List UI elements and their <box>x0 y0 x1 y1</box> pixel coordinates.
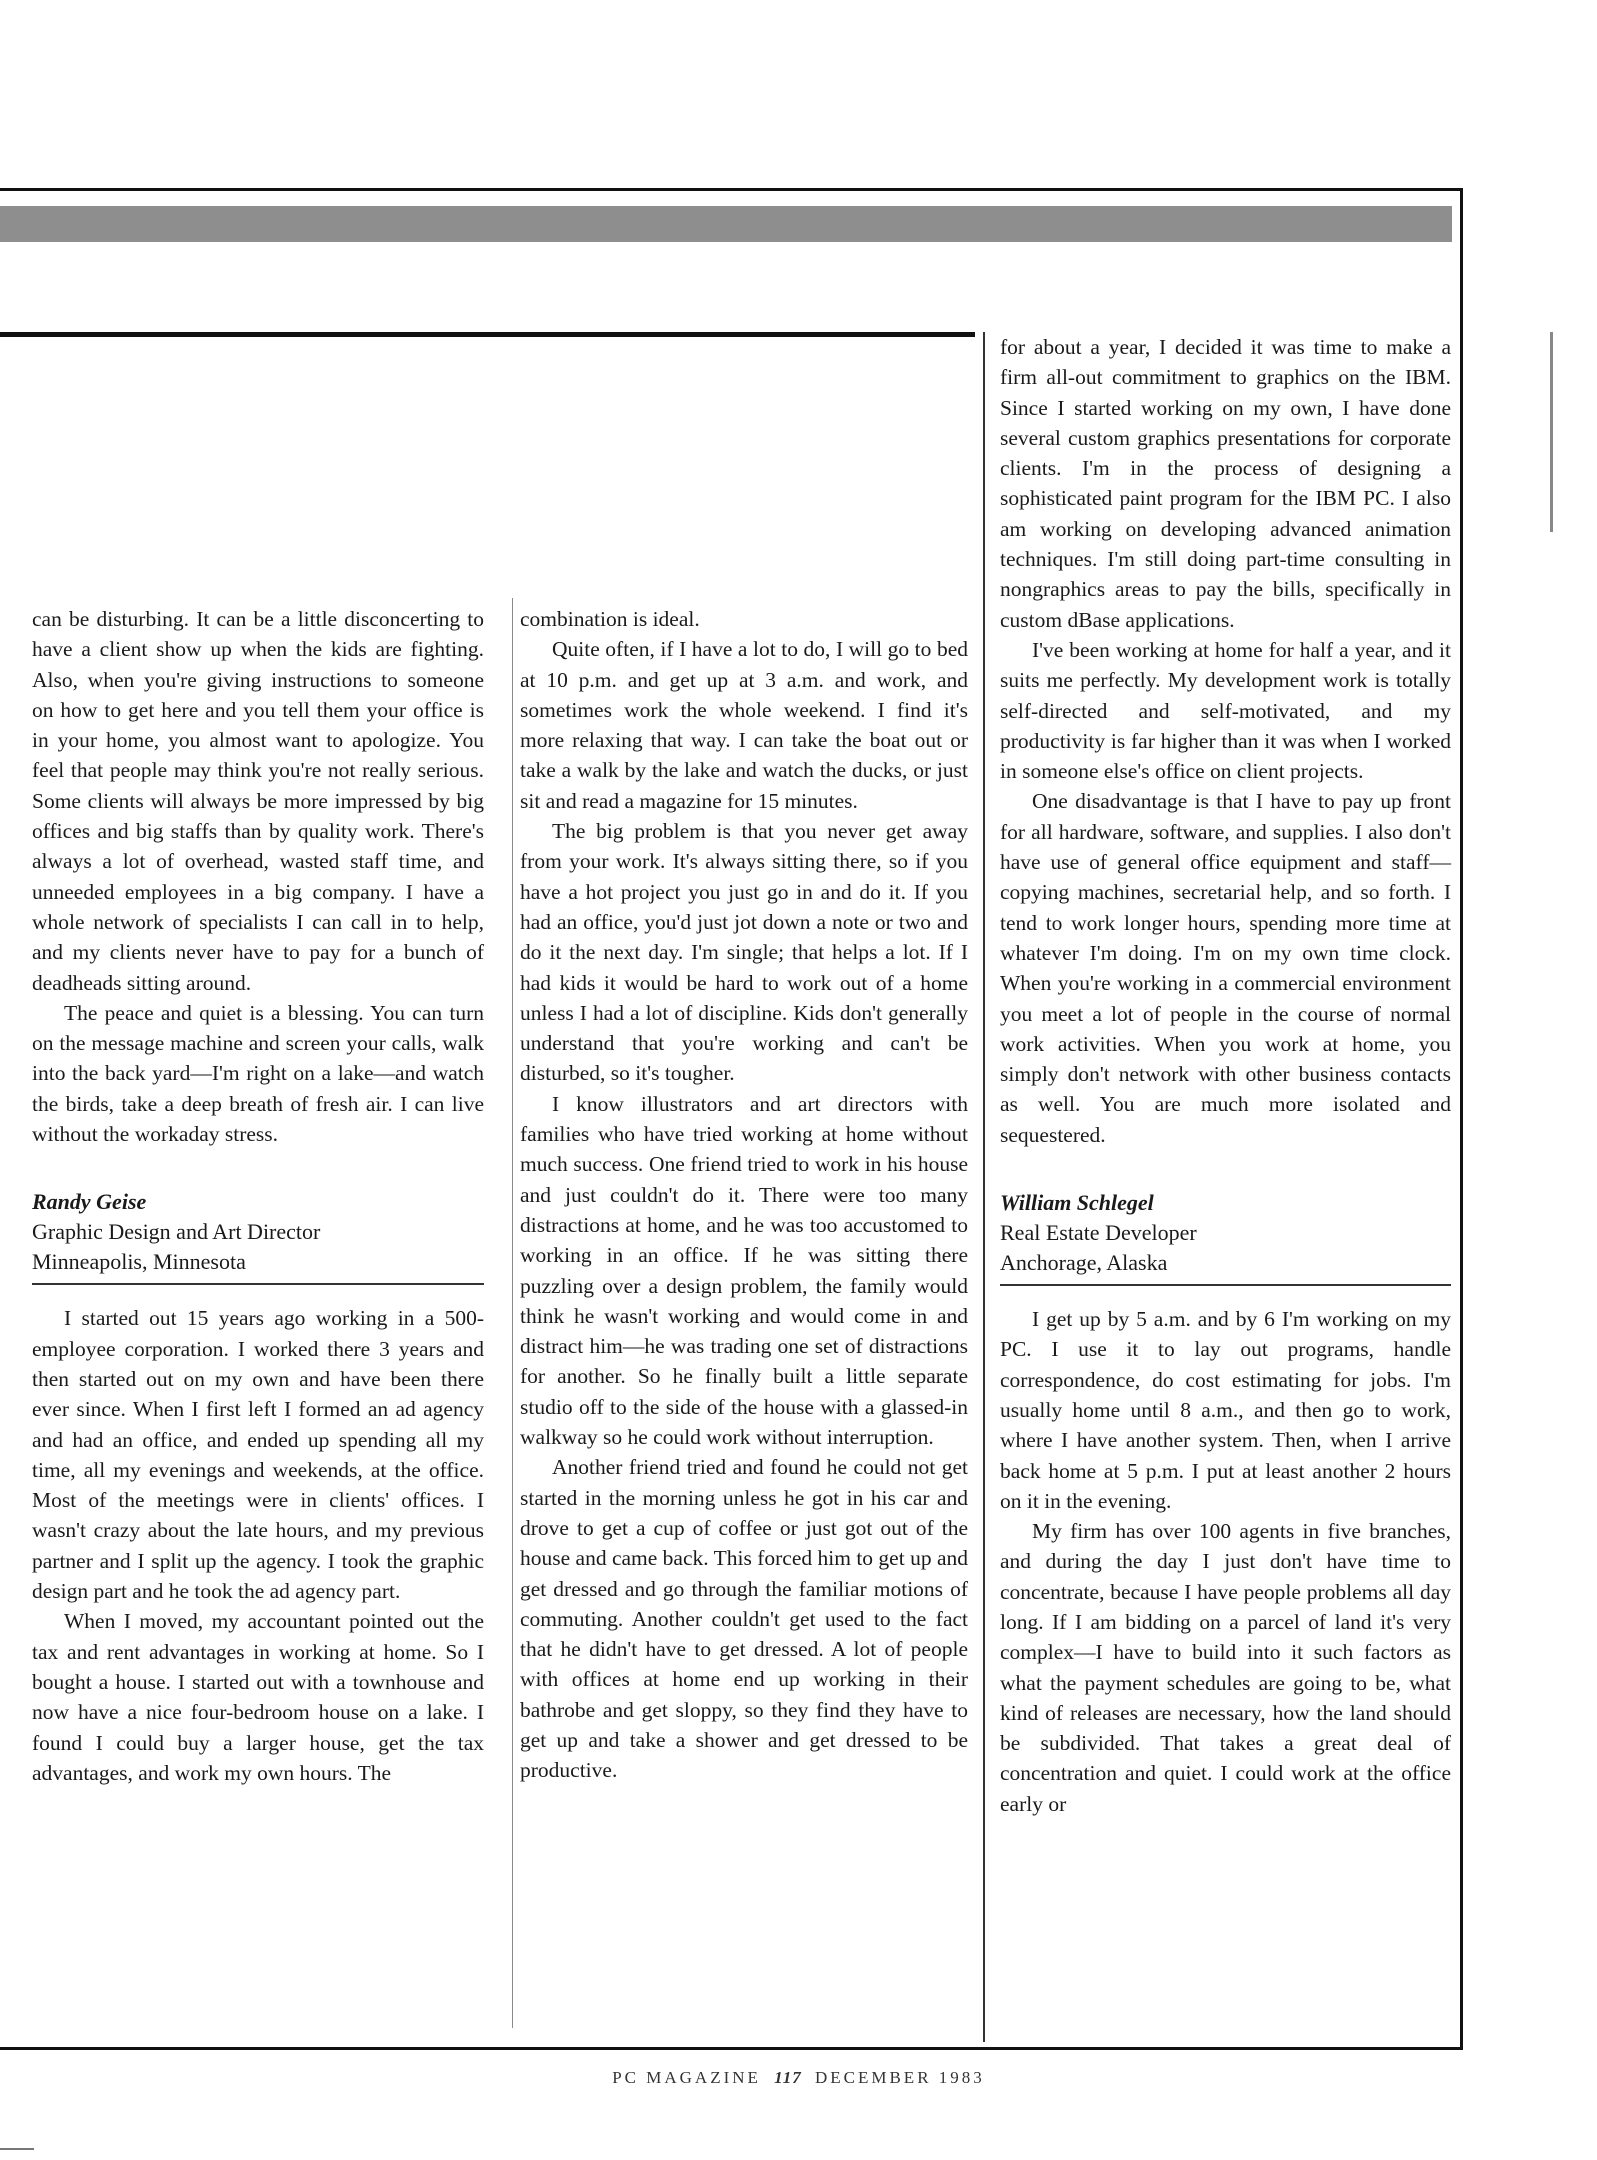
article-column-3 <box>1000 332 1451 1819</box>
column-divider <box>983 332 985 2042</box>
paragraph: My firm has over 100 agents in five branches, and during the day I just don't have time to concentrate, because I have people problems all day long. If I am bidding on a parcel of land it's very complex—I have to build into it such factors as what the payment schedules are going to be, what kind of releases are necessary, how the land should be subdivided. That takes a great deal of concentration and quiet. I could work at the office early or <box>1000 1519 1451 1816</box>
footer-magazine: PC MAGAZINE <box>612 2068 761 2087</box>
byline-rule <box>32 1283 484 1285</box>
margin-mark <box>1550 332 1553 532</box>
byline-name: Randy Geise <box>32 1189 147 1215</box>
paragraph: When I moved, my accountant pointed out the tax and rent advantages in working at home. So I bought a house. I started out with a townhouse and now have a nice four-bedroom house on a lake. I found I could buy a larger house, get the tax advantages, and work my own hours. The <box>32 1609 484 1785</box>
column-divider <box>512 598 513 2028</box>
paragraph: can be disturbing. It can be a little disconcerting to have a client show up when the kids are fighting. Also, when you're giving instructions to someone on how to get here and you tell them your office is in your home, you almost want to apologize. You feel that people may think you're not really serious. Some clients will always be more impressed by big offices and big staffs than by quality work. There's always a lot of overhead, wasted staff time, and unneeded employees in a big company. I have a whole network of specialists I can call in to help, and my clients never have to pay for a bunch of deadheads sitting around. <box>32 607 484 995</box>
paragraph: Another friend tried and found he could not get started in the morning unless he got in his car and drove to get a cup of coffee or just got out of the house and came back. This forced him to get up and get dressed and go through the familiar motions of commuting. Another couldn't get used to the fact that he didn't have to get dressed. A lot of people with offices at home end up working in their bathrobe and get sloppy, so they find they have to get up and take a shower and get dressed to be productive. <box>520 1455 968 1783</box>
byline <box>32 1187 484 1285</box>
byline-rule <box>1000 1284 1451 1286</box>
byline-location: Anchorage, Alaska <box>1000 1250 1168 1276</box>
frame-right-rule <box>1460 188 1463 2050</box>
paragraph: I get up by 5 a.m. and by 6 I'm working on my PC. I use it to lay out programs, handle correspondence, do cost estimating for jobs. I'm usually home until 8 a.m., and then go to work, where I have another system. Then, when I arrive back home at 5 p.m. I put at least another 2 hours on it in the evening. <box>1000 1307 1451 1513</box>
article-column-2 <box>520 604 968 1786</box>
byline-name: William Schlegel <box>1000 1190 1154 1216</box>
paragraph: Quite often, if I have a lot to do, I will go to bed at 10 p.m. and get up at 3 a.m. and work, and sometimes work the whole weekend. I find it's more relaxing that way. I can take the boat out or take a walk by the lake and watch the ducks, or just sit and read a magazine for 15 minutes. <box>520 637 968 813</box>
paragraph: I started out 15 years ago working in a 500-employee corporation. I worked there 3 years and then started out on my own and have been there ever since. When I first left I formed an ad agency and had an office, and ended up spending all my time, all my evenings and weekends, at the office. Most of the meetings were in clients' offices. I wasn't crazy about the late hours, and my previous partner and I split up the agency. I took the graphic design part and he took the ad agency part. <box>32 1306 484 1604</box>
paragraph: combination is ideal. <box>520 607 700 631</box>
frame-top-rule <box>0 188 1463 191</box>
paragraph: The peace and quiet is a blessing. You can turn on the message machine and screen your calls, walk into the back yard—I'm right on a lake—and watch the birds, take a deep breath of fresh air. I can live without the workaday stress. <box>32 1000 484 1147</box>
footer-page-number: 117 <box>774 2068 802 2087</box>
page-footer <box>0 2068 1597 2088</box>
byline <box>1000 1188 1451 1286</box>
paragraph: I've been working at home for half a year, and it suits me perfectly. My development work is totally self-directed and self-motivated, and my productivity is far higher than it was when I worked in someone else's office on client projects. <box>1000 637 1451 784</box>
article-column-1 <box>32 604 484 1788</box>
byline-title: Real Estate Developer <box>1000 1220 1197 1246</box>
paragraph: I know illustrators and art directors with families who have tried working at home without much success. One friend tried to work in his house and just couldn't do it. There were too many distractions at home, and he was too accustomed to working in an office. If he was sitting there puzzling over a design problem, the family would think he wasn't working and would come in and distract him—he was trading one set of distractions for another. So he finally built a little separate studio off to the side of the house with a glassed-in walkway so he could work without interruption. <box>520 1091 968 1450</box>
paragraph: for about a year, I decided it was time to make a firm all-out commitment to graphics on the IBM. Since I started working on my own, I have done several custom graphics presentations for corporate clients. I'm in the process of designing a sophisticated paint program for the IBM PC. I also am working on developing advanced animation techniques. I'm still doing part-time consulting in nongraphics areas to pay the bills, specifically in custom dBase applications. <box>1000 335 1451 632</box>
decorative-top-bar <box>0 206 1452 242</box>
footer-date: DECEMBER 1983 <box>814 2068 985 2087</box>
frame-bottom-rule <box>0 2047 1463 2050</box>
inner-horizontal-rule <box>0 332 975 337</box>
byline-title: Graphic Design and Art Director <box>32 1219 321 1245</box>
paragraph: The big problem is that you never get away from your work. It's always sitting there, so if you have a hot project you just go in and do it. If you had an office, you'd just jot down a note or two and do it the next day. I'm single; that helps a lot. If I had kids it would be hard to work out of a home unless I had a lot of discipline. Kids don't generally understand that you're working and can't be disturbed, so it's tougher. <box>520 819 968 1086</box>
bottom-tick-mark <box>0 2148 34 2150</box>
byline-location: Minneapolis, Minnesota <box>32 1249 246 1275</box>
paragraph: One disadvantage is that I have to pay up front for all hardware, software, and supplies. I also don't have use of general office equipment and staff—copying machines, secretarial help, and so forth. I tend to work longer hours, spending more time at whatever I'm doing. I'm on my own time clock. When you're working in a commercial environment you meet a lot of people in the course of normal work activities. When you work at home, you simply don't network with other business contacts as well. You are much more isolated and sequestered. <box>1000 789 1451 1147</box>
